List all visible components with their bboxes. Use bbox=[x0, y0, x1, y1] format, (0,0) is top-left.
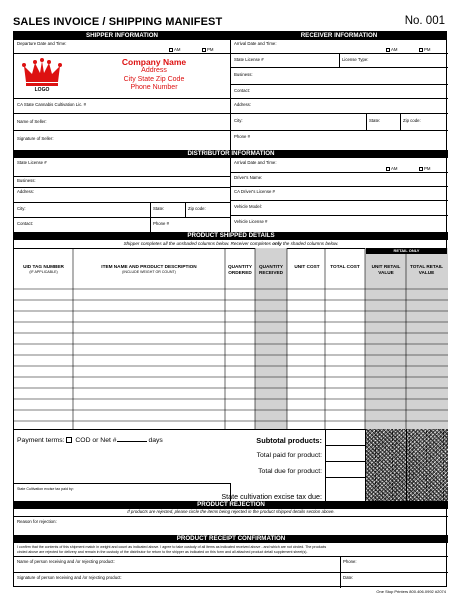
seller-signature-label: Signature of Seller: bbox=[17, 136, 54, 141]
rejection-reason-label: Reason for rejection: bbox=[17, 519, 57, 524]
total-due-label: Total due for product: bbox=[258, 468, 322, 475]
arrival-label: Arrival Date and Time: bbox=[234, 41, 277, 46]
distributor-address-label: Address: bbox=[17, 189, 34, 194]
cod-checkbox[interactable] bbox=[66, 437, 72, 443]
crown-logo bbox=[22, 58, 62, 96]
distributor-business-label: Business: bbox=[17, 178, 36, 183]
excise-due-label: State cultivation excise tax due: bbox=[221, 492, 322, 501]
retail-only-badge: RETAIL ONLY bbox=[366, 248, 447, 254]
arrival-pm[interactable]: PM bbox=[419, 47, 430, 52]
receiver-contact-label: Contact: bbox=[234, 88, 251, 93]
company-city: City State Zip Code bbox=[123, 75, 185, 83]
total-paid-label: Total paid for product: bbox=[256, 452, 322, 459]
company-phone: Phone Number bbox=[130, 84, 178, 91]
vehicle-model-label: Vehicle Model: bbox=[234, 204, 262, 209]
license-type-label: License Type: bbox=[342, 57, 369, 62]
col-total-cost-header: TOTAL COST bbox=[330, 264, 360, 269]
confirmation-statement-2: circled above are rejected for delivery and remain in the custody of the distributor for return to the shipper as indicated on this form and all attached product detail supplement sheet(s). bbox=[17, 550, 308, 554]
company-name: Company Name bbox=[121, 57, 187, 67]
col-total-retail-header: TOTAL RETAIL VALUE bbox=[410, 264, 443, 275]
products-section-header: PRODUCT SHIPPED DETAILS bbox=[14, 232, 448, 240]
receiver-business-label: Business: bbox=[234, 72, 253, 77]
receiver-city-label: City: bbox=[234, 118, 243, 123]
payment-terms: Payment terms: COD or Net # days bbox=[17, 437, 163, 444]
excise-paid-label: State Cultivation excise tax paid by: bbox=[17, 487, 74, 491]
company-address: Address bbox=[141, 67, 167, 74]
net-days-field[interactable] bbox=[117, 441, 147, 442]
receiver-state-label: State: bbox=[369, 118, 381, 123]
distributor-contact-label: Contact: bbox=[17, 221, 34, 226]
distributor-section-header: DISTRIBUTOR INFORMATION bbox=[14, 150, 448, 158]
col-qty-received-header: QUANTITY RECEIVED bbox=[259, 264, 283, 275]
departure-pm[interactable]: PM bbox=[202, 47, 213, 52]
subtotal-label: Subtotal products: bbox=[256, 436, 322, 445]
products-note: Shipper completes all the unshaded columns below. Receiver completes only the shaded columns below. bbox=[123, 241, 339, 246]
document-number: No. 001 bbox=[404, 15, 445, 27]
distributor-zip-label: Zip code: bbox=[188, 206, 206, 211]
arrival-am[interactable]: AM bbox=[386, 47, 397, 52]
receiver-phone-label: Phone: bbox=[343, 559, 357, 564]
shipper-section-header: SHIPPER INFORMATION bbox=[14, 32, 230, 40]
cultivation-license-label: CA State Cannabis Cultivation Lic. # bbox=[17, 102, 87, 107]
pm-checkbox[interactable] bbox=[419, 167, 423, 171]
printer-footer: One Stop Printers 800.406.0992 #2074 bbox=[376, 589, 446, 594]
distributor-state-label: State: bbox=[153, 206, 165, 211]
departure-label: Departure Date and Time: bbox=[17, 41, 67, 46]
driver-license-label: CA Driver's License # bbox=[234, 189, 275, 194]
am-checkbox[interactable] bbox=[386, 48, 390, 52]
distributor-pm[interactable]: PM bbox=[419, 166, 430, 171]
company-block bbox=[94, 57, 214, 93]
receiver-address-label: Address: bbox=[234, 102, 251, 107]
am-checkbox[interactable] bbox=[169, 48, 173, 52]
confirmation-statement-1: I confirm that the contents of this shipment match in weight and count as indicated above. I agree to take custody of all items as indicated received above - and which are not circled. The products bbox=[17, 545, 327, 549]
distributor-city-label: City: bbox=[17, 206, 26, 211]
logo-text: LOGO bbox=[34, 87, 50, 93]
am-checkbox[interactable] bbox=[386, 167, 390, 171]
pm-checkbox[interactable] bbox=[202, 48, 206, 52]
product-table-grid bbox=[14, 248, 448, 429]
departure-am[interactable]: AM bbox=[169, 47, 180, 52]
seller-name-label: Name of Seller: bbox=[17, 119, 47, 124]
receiver-date-label: Date: bbox=[343, 575, 354, 580]
col-uid-header: UID TAG NUMBER (IF APPLICABLE) bbox=[23, 264, 64, 274]
confirmation-section-header: PRODUCT RECEIPT CONFIRMATION bbox=[14, 535, 448, 543]
form-frame bbox=[13, 31, 447, 587]
distributor-license-label: State License # bbox=[17, 160, 47, 165]
receiver-section-header: RECEIVER INFORMATION bbox=[231, 32, 447, 40]
receiver-license-label: State License # bbox=[234, 57, 264, 62]
invoice-page bbox=[13, 12, 447, 595]
distributor-arrival-label: Arrival Date and Time: bbox=[234, 160, 277, 165]
receiver-phone-label: Phone # bbox=[234, 134, 251, 139]
col-unit-retail-header: UNIT RETAIL VALUE bbox=[371, 264, 401, 275]
receiver-name-label: Name of person receiving and /or rejecting product: bbox=[17, 559, 115, 564]
receiver-signature-label: Signature of person receiving and /or rejecting product: bbox=[17, 575, 122, 580]
col-qty-ordered-header: QUANTITY ORDERED bbox=[228, 264, 252, 275]
form-title: SALES INVOICE / SHIPPING MANIFEST bbox=[13, 16, 223, 28]
vehicle-license-label: Vehicle License # bbox=[234, 219, 268, 224]
driver-name-label: Driver's Name: bbox=[234, 175, 263, 180]
rejection-section-header: PRODUCT REJECTION bbox=[14, 501, 448, 509]
col-unit-cost-header: UNIT COST bbox=[294, 264, 320, 269]
distributor-am[interactable]: AM bbox=[386, 166, 397, 171]
rejection-note: If products are rejected, please circle the items being rejected in the product shipped details section above. bbox=[127, 509, 335, 514]
receiver-zip-label: Zip code: bbox=[403, 118, 421, 123]
distributor-phone-label: Phone # bbox=[153, 221, 170, 226]
col-item-header: ITEM NAME AND PRODUCT DESCRIPTION (INCLUDE WEIGHT OR COUNT) bbox=[101, 264, 197, 274]
pm-checkbox[interactable] bbox=[419, 48, 423, 52]
